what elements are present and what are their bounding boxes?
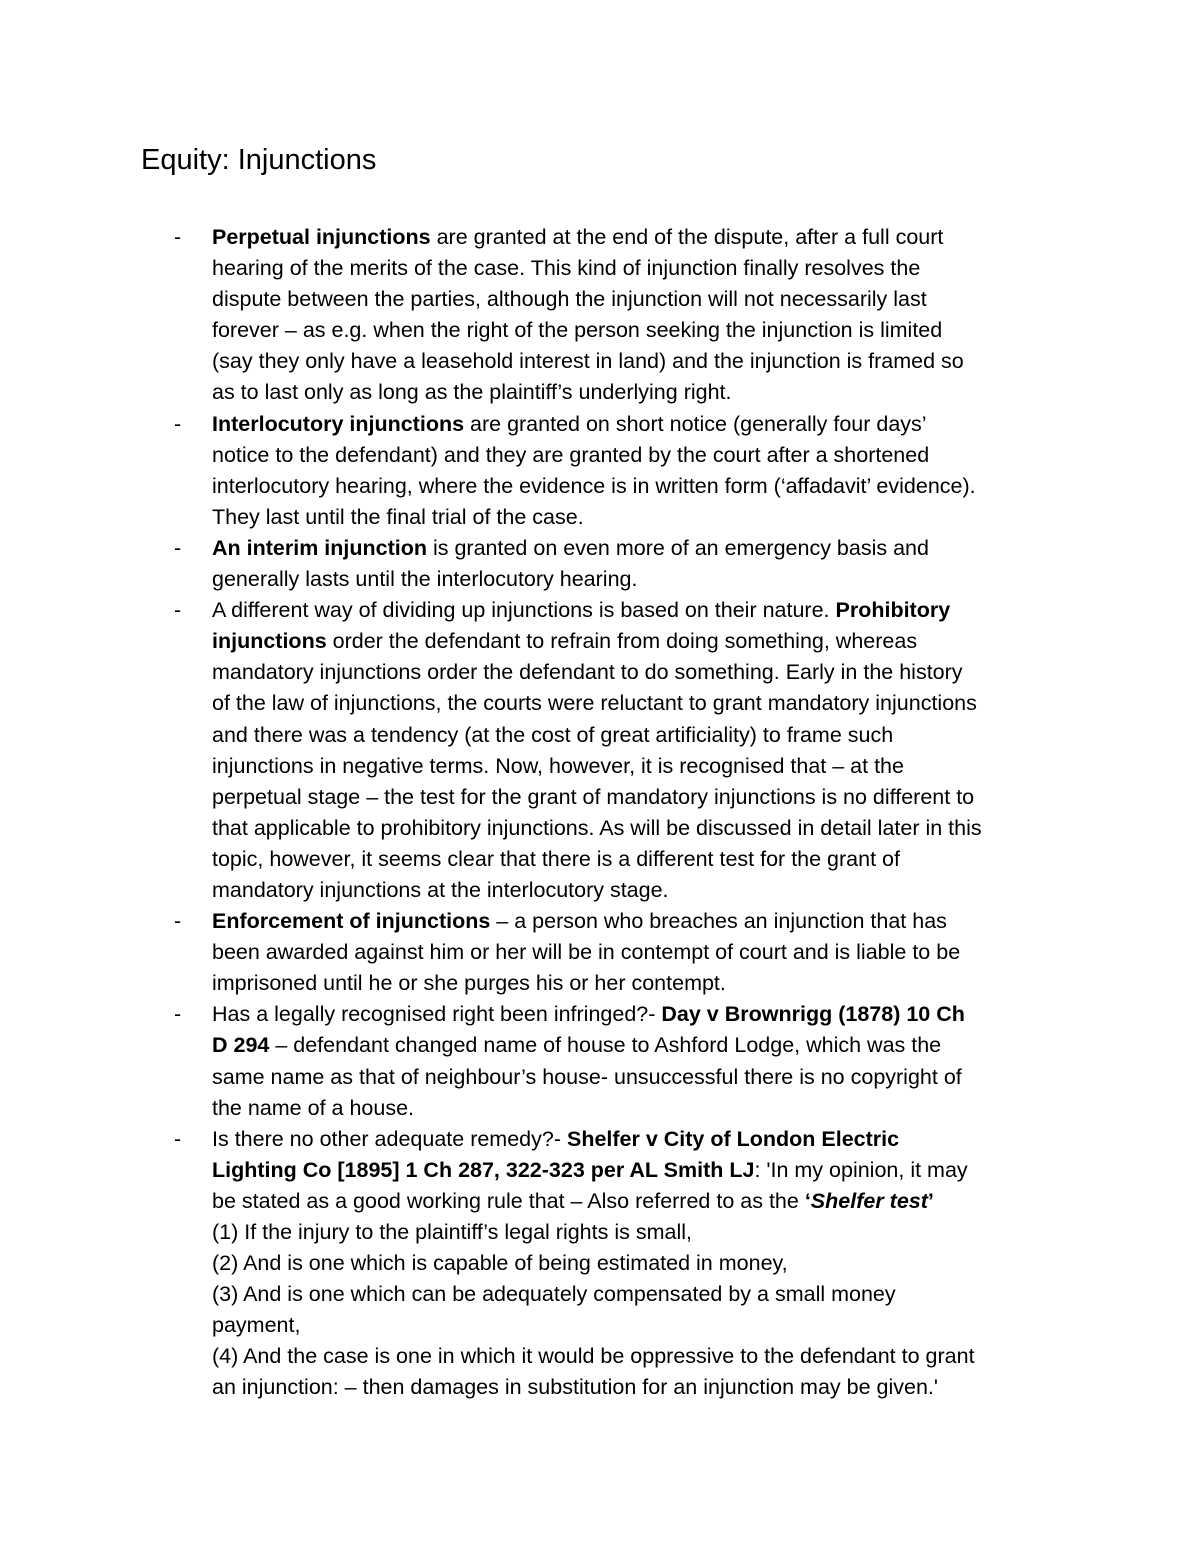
text-line <box>212 377 1070 408</box>
text-line <box>212 844 1070 875</box>
text-line <box>212 1186 1070 1217</box>
text-line <box>212 782 1070 813</box>
text-run: Has a legally recognised right been infringed?- <box>212 1002 662 1027</box>
text-line <box>212 1217 1070 1248</box>
text-run: hearing of the merits of the case. This kind of injunction finally resolves the <box>212 256 921 281</box>
text-run: are granted at the end of the dispute, after a full court <box>430 225 944 249</box>
text-run: topic, however, it seems clear that there is a different test for the grant of <box>212 846 900 871</box>
text-line <box>212 626 1070 657</box>
text-run: forever – as e.g. when the right of the person seeking the injunction is limited <box>212 318 943 343</box>
bold-text-run: Shelfer v City of London Electric <box>566 1126 900 1151</box>
text-run: the name of a house. <box>212 1095 415 1120</box>
bold-text-run: Day v Brownrigg (1878) 10 Ch <box>661 1002 965 1027</box>
bold-text-run: Lighting Co [1895] 1 Ch 287, 322-323 per AL Smith LJ <box>212 1157 755 1182</box>
text-run: A different way of dividing up injunctions is based on their nature. <box>212 598 836 623</box>
text-line <box>212 1062 1070 1093</box>
text-line <box>212 315 1070 346</box>
text-line <box>212 346 1070 377</box>
list-item <box>0 222 1200 409</box>
text-line <box>212 471 1070 502</box>
text-line <box>212 999 1070 1030</box>
bold-text-run: ’ <box>927 1188 934 1213</box>
text-line <box>212 813 1070 844</box>
text-run: (2) And is one which is capable of being estimated in money, <box>212 1251 788 1276</box>
bold-text-run: Interlocutory injunctions <box>212 411 465 436</box>
bold-text-run: Shelfer test <box>810 1188 928 1213</box>
bullet-dash: - <box>174 411 182 436</box>
bullet-dash: - <box>174 535 182 560</box>
text-line <box>212 875 1070 906</box>
text-run: notice to the defendant) and they are granted by the court after a shortened <box>212 442 930 467</box>
text-run: dispute between the parties, although the injunction will not necessarily last <box>212 287 927 312</box>
text-line <box>212 968 1070 999</box>
text-line <box>212 657 1070 688</box>
text-run: is granted on even more of an emergency basis and <box>427 535 929 560</box>
text-run: perpetual stage – the test for the grant of mandatory injunctions is no different to <box>212 784 975 809</box>
text-line <box>212 1372 1070 1403</box>
text-run: injunctions in negative terms. Now, however, it is recognised that – at the <box>212 753 904 778</box>
text-line <box>212 502 1070 533</box>
text-line <box>212 1124 1070 1155</box>
list-item <box>0 533 1200 595</box>
text-line <box>212 253 1070 284</box>
text-run: generally lasts until the interlocutory hearing. <box>212 567 638 592</box>
bullet-dash: - <box>174 598 182 623</box>
bullet-dash: - <box>174 225 182 249</box>
text-run: (3) And is one which can be adequately compensated by a small money <box>212 1282 896 1307</box>
text-line <box>212 440 1070 471</box>
text-line <box>212 1279 1070 1310</box>
list-item <box>0 595 1200 906</box>
text-line <box>212 284 1070 315</box>
text-line <box>212 906 1070 937</box>
text-run: order the defendant to refrain from doing something, whereas <box>326 629 918 654</box>
text-line <box>212 1155 1070 1186</box>
text-run: as to last only as long as the plaintiff’s underlying right. <box>212 380 732 405</box>
text-run: – defendant changed name of house to Ashford Lodge, which was the <box>269 1033 942 1058</box>
bullet-dash: - <box>174 909 182 934</box>
text-run: (1) If the injury to the plaintiff’s legal rights is small, <box>212 1220 692 1244</box>
bold-text-run: D 294 <box>212 1033 270 1058</box>
bold-text-run: An interim injunction <box>212 535 427 560</box>
text-run: be stated as a good working rule that – Also referred to as the <box>212 1188 805 1213</box>
text-run: They last until the final trial of the case. <box>212 504 584 529</box>
text-line <box>212 1093 1070 1124</box>
text-run: payment, <box>212 1313 301 1338</box>
text-run: mandatory injunctions order the defendant to do something. Early in the history <box>212 660 963 685</box>
text-line <box>212 409 1070 440</box>
bullet-list <box>0 222 1200 1404</box>
document-title: Equity: Injunctions <box>141 144 377 176</box>
bold-text-run: Perpetual injunctions <box>212 225 431 249</box>
text-line <box>212 533 1070 564</box>
list-item <box>0 906 1200 999</box>
text-run: – a person who breaches an injunction that has <box>490 909 947 934</box>
bold-text-run: injunctions <box>212 629 327 654</box>
text-line <box>212 1030 1070 1061</box>
text-run: are granted on short notice (generally four days’ <box>464 411 927 436</box>
text-line <box>212 937 1070 968</box>
text-line <box>212 1341 1070 1372</box>
bullet-dash: - <box>174 1002 182 1027</box>
text-line <box>212 595 1070 626</box>
text-run: that applicable to prohibitory injunctions. As will be discussed in detail later in this <box>212 815 982 840</box>
bullet-dash: - <box>174 1126 182 1151</box>
text-run: of the law of injunctions, the courts were reluctant to grant mandatory injunctions <box>212 691 977 716</box>
list-item <box>0 999 1200 1123</box>
text-run: : 'In my opinion, it may <box>754 1157 968 1182</box>
text-run: same name as that of neighbour’s house- unsuccessful there is no copyright of <box>212 1064 962 1089</box>
text-run: been awarded against him or her will be in contempt of court and is liable to be <box>212 940 961 965</box>
text-line <box>212 222 1070 253</box>
list-item <box>0 1124 1200 1404</box>
list-item <box>0 409 1200 533</box>
text-line <box>212 751 1070 782</box>
text-run: Is there no other adequate remedy?- <box>212 1126 567 1151</box>
text-run: interlocutory hearing, where the evidence is in written form (‘affadavit’ evidence). <box>212 473 976 498</box>
text-line <box>212 564 1070 595</box>
text-run: an injunction: – then damages in substitution for an injunction may be given.' <box>212 1375 939 1400</box>
bold-text-run: Enforcement of injunctions <box>212 909 491 934</box>
text-run: (4) And the case is one in which it would be oppressive to the defendant to grant <box>212 1344 975 1369</box>
text-run: and there was a tendency (at the cost of great artificiality) to frame such <box>212 722 894 747</box>
text-line <box>212 1310 1070 1341</box>
bold-text-run: ‘ <box>804 1188 811 1213</box>
text-run: (say they only have a leasehold interest in land) and the injunction is framed so <box>212 349 964 374</box>
text-line <box>212 1248 1070 1279</box>
text-run: imprisoned until he or she purges his or her contempt. <box>212 971 726 996</box>
bold-text-run: Prohibitory <box>835 598 951 623</box>
text-run: mandatory injunctions at the interlocutory stage. <box>212 877 669 902</box>
text-line <box>212 720 1070 751</box>
text-line <box>212 688 1070 719</box>
